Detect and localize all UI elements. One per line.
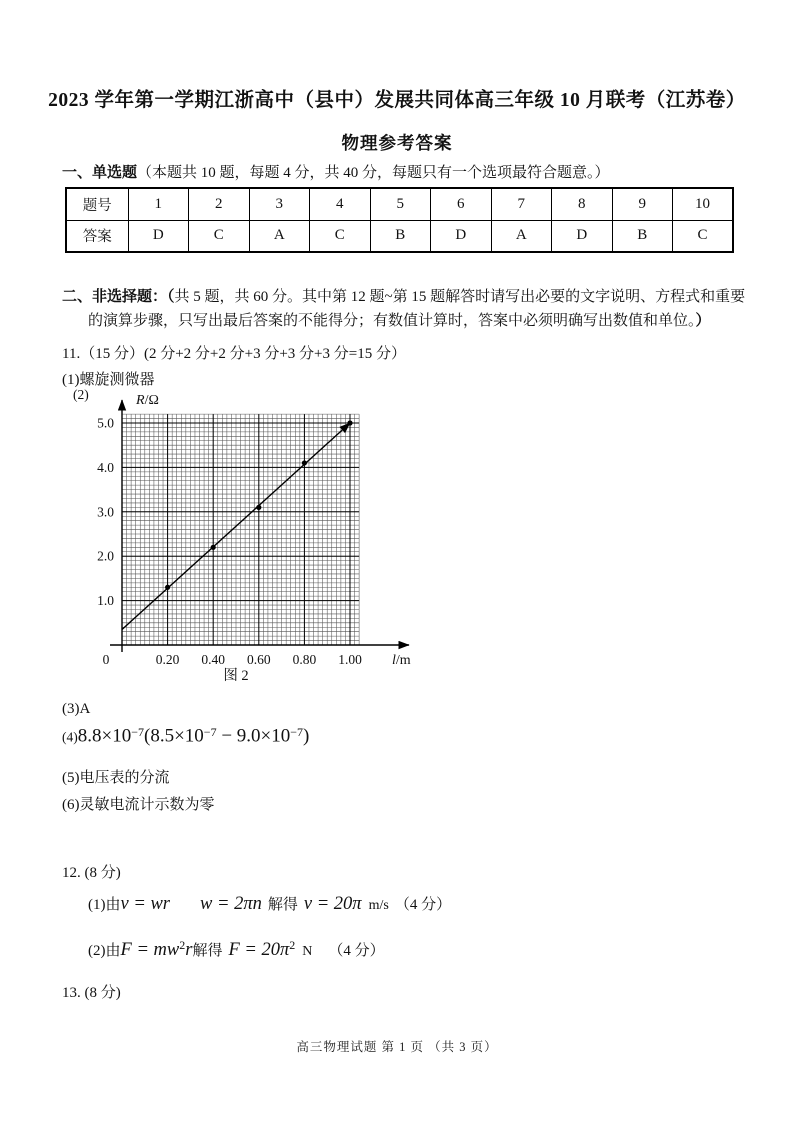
formula-F-mw2r-r: r [185, 940, 193, 960]
exponent: 2 [289, 938, 296, 952]
answer-cell: D [552, 220, 613, 252]
section-2-heading [62, 286, 752, 333]
section-2-close-paren: ） [695, 312, 711, 329]
formula-F-mw2r: F = mw [120, 940, 180, 960]
svg-text:3.0: 3.0 [97, 504, 114, 520]
question-number-cell: 9 [612, 188, 673, 220]
q11-item-4-marker: (4) [62, 729, 78, 745]
answer-cell: D [128, 220, 189, 252]
q12-answer-2-solve: 解得 [192, 943, 223, 959]
q11-answer-4-value: 8.8×10 [77, 725, 132, 747]
q12-answer-1-pre: 由 [105, 897, 121, 913]
question-number-cell: 8 [552, 188, 613, 220]
q11-answer-6: (6)灵敏电流计示数为零 [62, 797, 215, 813]
unit-label: m/s [368, 898, 389, 913]
svg-text:图 2: 图 2 [223, 668, 249, 684]
q11-heading: 11.（15 分）(2 分+2 分+2 分+3 分+3 分+3 分=15 分） [62, 346, 406, 362]
q12-item-1-marker: (1) [88, 897, 106, 913]
q12-answer-2 [88, 938, 385, 961]
answer-cell: D [431, 220, 492, 252]
question-number-cell: 5 [370, 188, 431, 220]
q12-heading: 12. (8 分) [62, 865, 121, 881]
svg-text:1.00: 1.00 [338, 652, 362, 667]
svg-text:0.20: 0.20 [155, 652, 180, 667]
question-number-cell: 1 [128, 188, 189, 220]
answer-cell: B [612, 220, 673, 252]
exponent: −7 [203, 725, 217, 739]
svg-text:0.80: 0.80 [292, 652, 317, 667]
answer-cell: C [310, 220, 371, 252]
q12-item-2-marker: (2) [88, 943, 106, 959]
svg-text:2.0: 2.0 [97, 548, 114, 564]
question-number-cell: 3 [249, 188, 310, 220]
q11-answer-5: (5)电压表的分流 [62, 770, 170, 786]
table-header-answer: 答案 [66, 220, 128, 252]
score-label: （4 分） [394, 897, 452, 913]
figure-2 [60, 386, 490, 688]
exponent: 2 [179, 938, 186, 952]
svg-text:4.0: 4.0 [97, 459, 114, 475]
q11-answer-4-range-open: (8.5×10 [144, 725, 204, 747]
svg-text:0.40: 0.40 [201, 652, 226, 667]
q13-heading: 13. (8 分) [62, 985, 121, 1001]
section-1-desc: （本题共 10 题，每题 4 分，共 40 分，每题只有一个选项最符合题意。） [137, 165, 610, 181]
question-number-cell: 10 [673, 188, 734, 220]
q11-answer-1: (1)螺旋测微器 [62, 372, 155, 388]
q11-answer-4-close: ) [303, 725, 310, 747]
score-label: （4 分） [328, 943, 385, 959]
page-subtitle: 物理参考答案 [341, 133, 453, 153]
unit-label: N [302, 944, 313, 959]
answer-cell: C [189, 220, 250, 252]
answer-cell: B [370, 220, 431, 252]
svg-text:0: 0 [102, 652, 110, 667]
svg-text:R/Ω: R/Ω [136, 393, 159, 408]
svg-text:0.60: 0.60 [246, 652, 271, 667]
q12-answer-1 [88, 893, 451, 915]
q11-answer-3: (3)A [62, 701, 91, 717]
formula-F-result: F = 20π [228, 940, 290, 960]
question-number-cell: 2 [189, 188, 250, 220]
section-2-line-2 [62, 310, 752, 334]
answer-cell: C [673, 220, 734, 252]
table-header-question-number: 题号 [66, 188, 128, 220]
q11-answer-4-range-end: − 9.0×10 [216, 725, 291, 747]
question-number-cell: 6 [431, 188, 492, 220]
section-2-desc-1: 共 5 题，共 60 分。其中第 12 题~第 15 题解答时请写出必要的文字说明、方程式和重要 [174, 289, 746, 305]
resistance-vs-length-graph [60, 386, 490, 688]
exponent: −7 [290, 725, 304, 739]
page-footer: 高三物理试题 第 1 页 （共 3 页） [296, 1040, 498, 1054]
section-2-label: 二、非选择题：（ [62, 289, 175, 305]
formula-v-result: v = 20π [303, 894, 362, 914]
q12-answer-2-pre: 由 [105, 943, 121, 959]
page-title: 2023 学年第一学期江浙高中（县中）发展共同体高三年级 10 月联考（江苏卷） [48, 90, 746, 111]
table-row-question-numbers [66, 188, 733, 220]
table-row-answers [66, 220, 733, 252]
q11-item-2-marker: (2) [73, 387, 89, 402]
q12-answer-1-solve: 解得 [267, 897, 298, 913]
section-1-heading [62, 161, 610, 182]
answer-cell: A [491, 220, 552, 252]
section-2-line-1 [62, 286, 752, 310]
formula-w-2pin: w = 2πn [200, 894, 262, 914]
svg-text:l/m: l/m [392, 653, 411, 668]
section-2-desc-2: 的演算步骤，只写出最后答案的不能得分；有数值计算时，答案中必须明确写出数值和单位。 [88, 312, 696, 329]
section-1-label: 一、单选题 [62, 165, 138, 181]
q11-answer-4 [62, 725, 309, 748]
exponent: −7 [131, 725, 144, 739]
svg-text:1.0: 1.0 [97, 593, 114, 609]
svg-text:5.0: 5.0 [97, 415, 114, 431]
answer-table [65, 187, 734, 253]
answer-cell: A [249, 220, 310, 252]
formula-v-wr: v = wr [120, 894, 170, 914]
question-number-cell: 7 [491, 188, 552, 220]
question-number-cell: 4 [310, 188, 371, 220]
